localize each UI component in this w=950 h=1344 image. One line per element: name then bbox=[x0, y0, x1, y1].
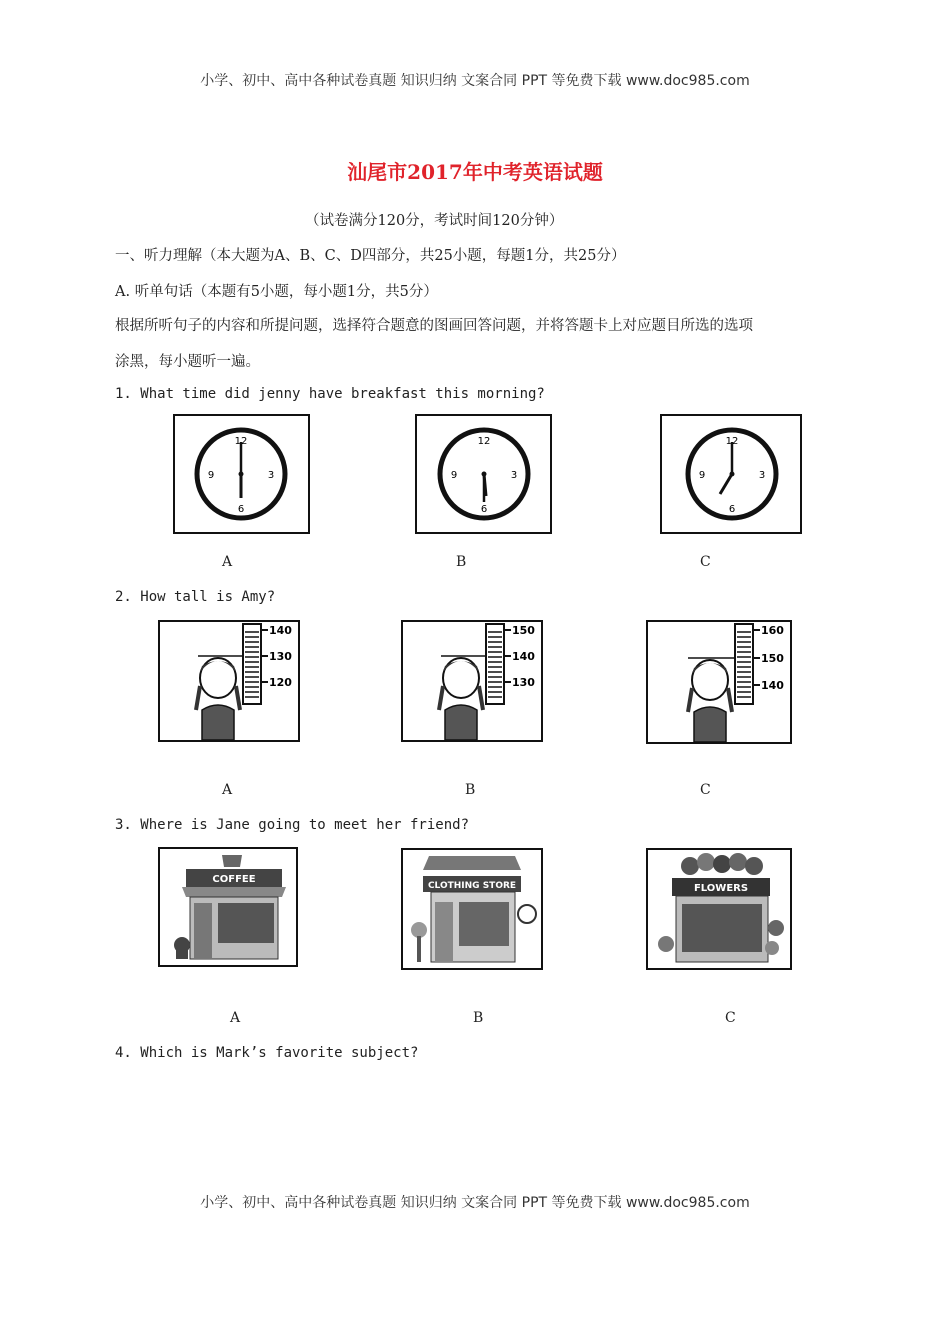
clock-option-a bbox=[173, 414, 310, 534]
q1-option-c-label: C bbox=[700, 554, 711, 570]
clock-option-c bbox=[660, 414, 802, 534]
scale-b-top: 150 bbox=[512, 624, 535, 637]
coffee-sign: COFFEE bbox=[212, 874, 256, 885]
q3-option-a-label: A bbox=[230, 1010, 241, 1026]
clock-b-9: 9 bbox=[450, 470, 458, 481]
question-1: 1. What time did jenny have breakfast this morning? bbox=[115, 386, 545, 402]
q2-option-c-label: C bbox=[700, 782, 711, 798]
clock-c-3: 3 bbox=[758, 470, 766, 481]
clock-a-9: 9 bbox=[207, 470, 215, 481]
clock-b-3: 3 bbox=[510, 470, 518, 481]
q2-option-a-label: A bbox=[222, 782, 233, 798]
q1-option-b-label: B bbox=[456, 554, 467, 570]
scale-a-top: 140 bbox=[269, 624, 292, 637]
height-option-a bbox=[158, 620, 300, 742]
shop-option-b-clothing bbox=[401, 848, 543, 970]
exam-subtitle: （试卷满分120分，考试时间120分钟） bbox=[305, 213, 564, 229]
page-header: 小学、初中、高中各种试卷真题 知识归纳 文案合同 PPT 等免费下载 www.doc985.com bbox=[200, 73, 750, 89]
shop-option-a-coffee bbox=[158, 847, 298, 967]
q2-option-b-label: B bbox=[465, 782, 476, 798]
exam-title: 汕尾市2017年中考英语试题 bbox=[347, 160, 603, 184]
clock-option-b bbox=[415, 414, 552, 534]
q3-option-c-label: C bbox=[725, 1010, 736, 1026]
clock-c-9: 9 bbox=[698, 470, 706, 481]
clock-a-6: 6 bbox=[237, 504, 245, 515]
height-option-b bbox=[401, 620, 543, 742]
scale-c-mid: 150 bbox=[761, 652, 784, 665]
instruction-line-1: 根据所听句子的内容和所提问题，选择符合题意的图画回答问题，并将答题卡上对应题目所选的选项 bbox=[115, 318, 753, 334]
clock-a-12: 12 bbox=[234, 436, 248, 447]
q1-option-a-label: A bbox=[222, 554, 233, 570]
scale-c-bottom: 140 bbox=[761, 679, 784, 692]
question-4: 4. Which is Mark’s favorite subject? bbox=[115, 1045, 419, 1061]
page-footer: 小学、初中、高中各种试卷真题 知识归纳 文案合同 PPT 等免费下载 www.doc985.com bbox=[200, 1195, 750, 1211]
q3-option-b-label: B bbox=[473, 1010, 484, 1026]
part-a-heading: A. 听单句话（本题有5小题，每小题1分，共5分） bbox=[115, 284, 438, 300]
clock-b-6: 6 bbox=[480, 504, 488, 515]
section-heading: 一、听力理解（本大题为A、B、C、D四部分，共25小题，每题1分，共25分） bbox=[115, 248, 626, 264]
clock-b-12: 12 bbox=[477, 436, 491, 447]
scale-a-bottom: 120 bbox=[269, 676, 292, 689]
hour-hand bbox=[484, 474, 486, 496]
scale-c-top: 160 bbox=[761, 624, 784, 637]
scale-a-mid: 130 bbox=[269, 650, 292, 663]
clock-c-6: 6 bbox=[728, 504, 736, 515]
clock-c-12: 12 bbox=[725, 436, 739, 447]
scale-b-mid: 140 bbox=[512, 650, 535, 663]
height-option-c bbox=[646, 620, 792, 744]
shop-option-c-flowers bbox=[646, 848, 792, 970]
flowers-sign: FLOWERS bbox=[693, 883, 749, 894]
question-2: 2. How tall is Amy? bbox=[115, 589, 276, 605]
instruction-line-2: 涂黑，每小题听一遍。 bbox=[115, 354, 260, 370]
question-3: 3. Where is Jane going to meet her friend? bbox=[115, 817, 470, 833]
scale-b-bottom: 130 bbox=[512, 676, 535, 689]
clothing-sign: CLOTHING STORE bbox=[427, 881, 517, 891]
clock-a-3: 3 bbox=[267, 470, 275, 481]
